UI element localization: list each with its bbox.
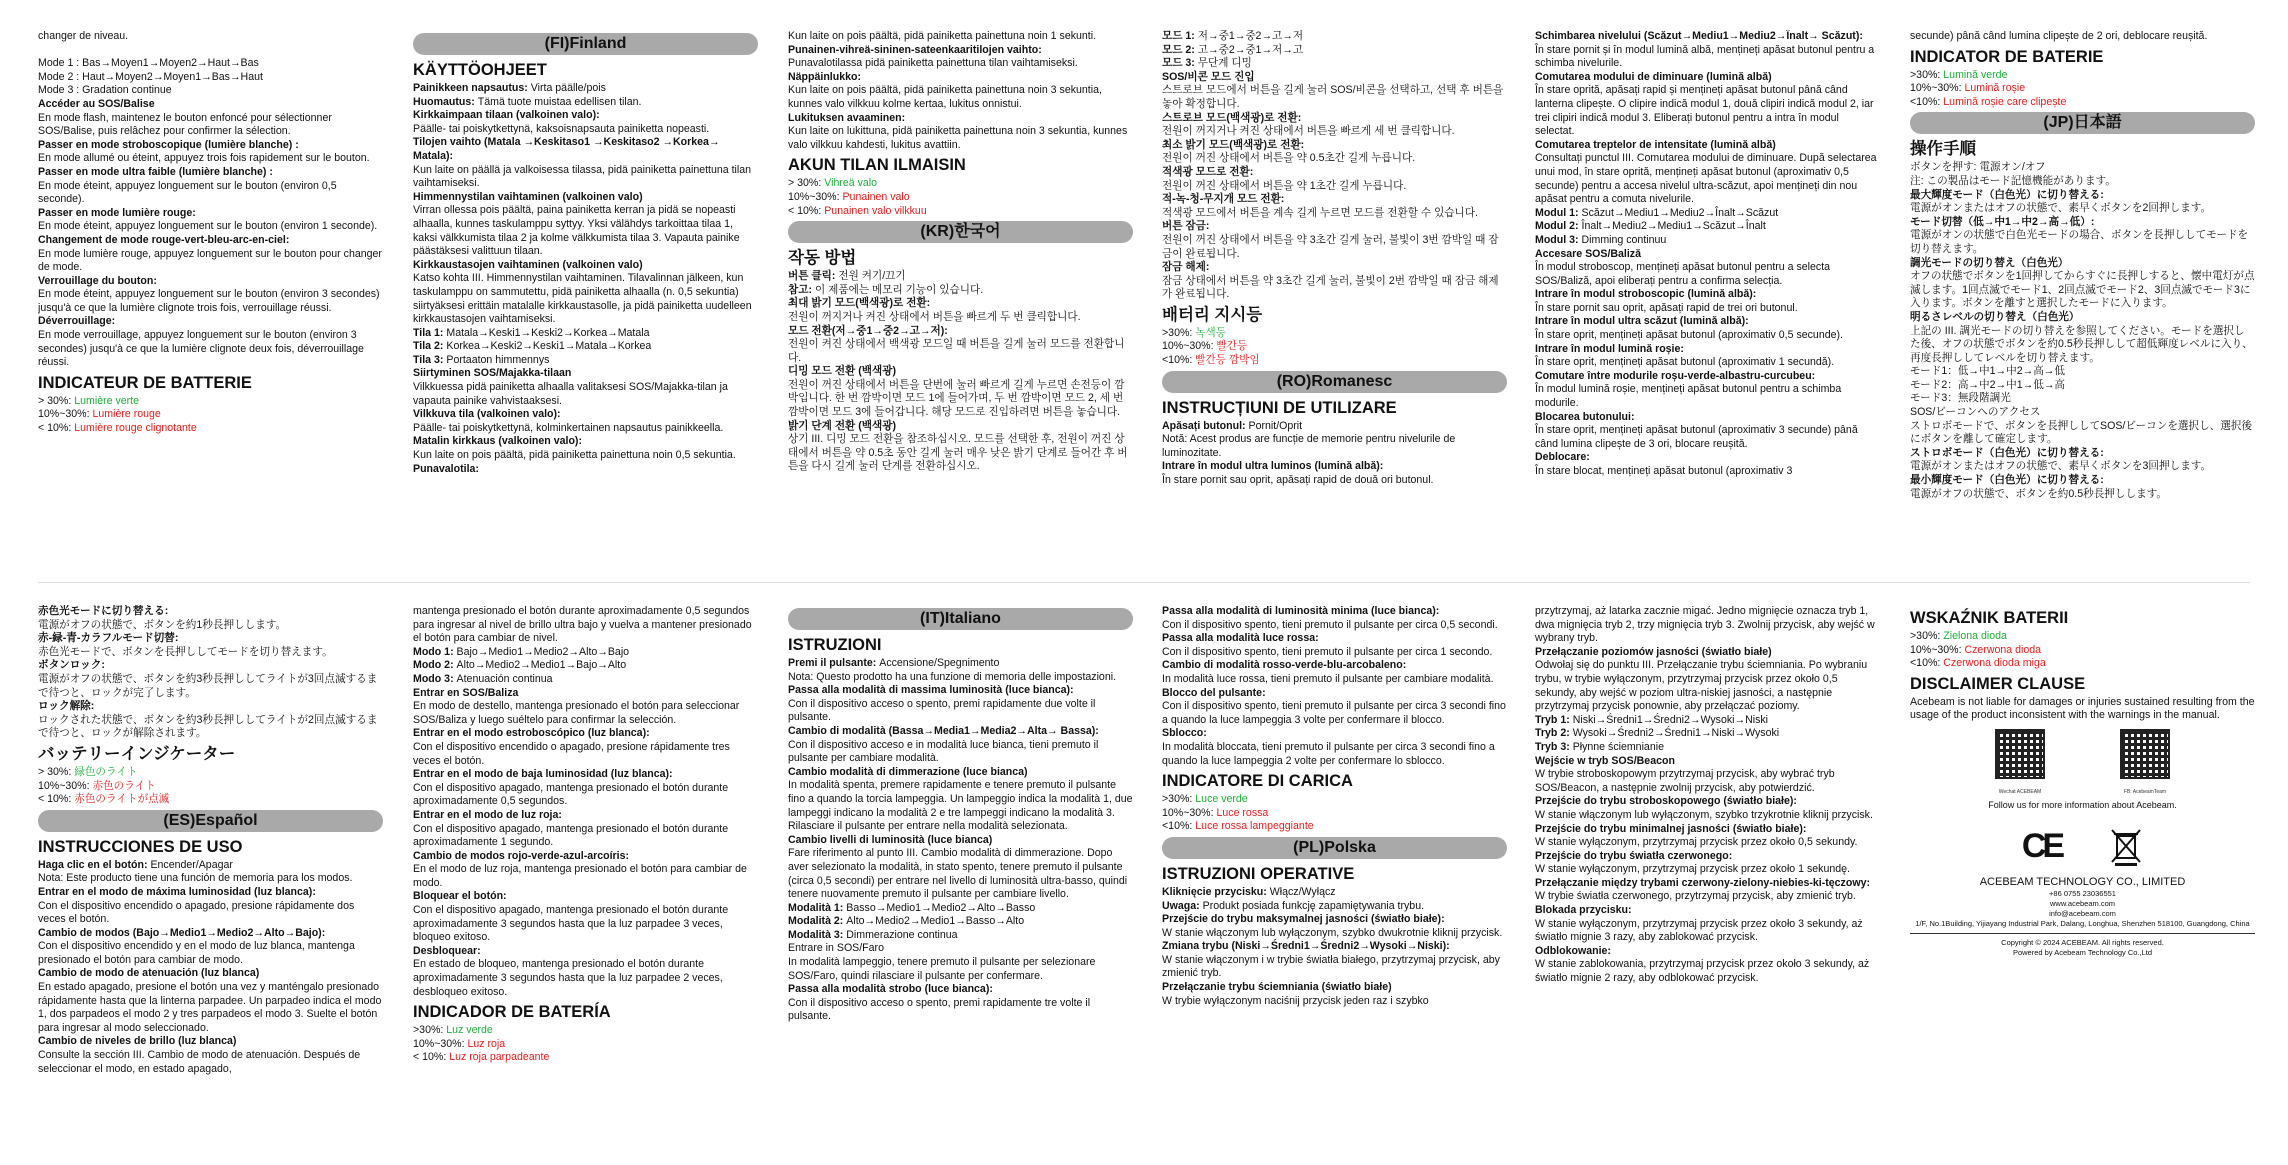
facebook-qr-code-icon — [2120, 729, 2170, 779]
section-heading: 배터리 지시등 — [1162, 305, 1263, 324]
column-5 — [1535, 30, 1880, 575]
instruction-label: 버튼 클릭: 전원 켜기/끄기 — [788, 270, 906, 283]
section-heading: 操作手順 — [1910, 140, 1976, 159]
instruction-text: En el modo de luz roja, mantenga presionado el botón para cambiar de modo. — [413, 863, 747, 889]
instruction-label: 調光モードの切り替え（白色光） — [1910, 256, 2069, 269]
instruction-label: Näppäinlukko: — [788, 70, 861, 83]
instruction-label: Cambio de niveles de brillo (luz blanca) — [38, 1035, 237, 1048]
instruction-text: În stare oprit, mențineți apăsat butonul (aproximativ 1 secundă). — [1535, 356, 1835, 369]
instruction-text — [38, 44, 383, 58]
instruction-text: W stanie wyłączonym, przytrzymaj przycisk przez około 1 sekundę. — [1535, 863, 1850, 876]
instruction-text: Con el dispositivo encendido y en el modo de luz blanca, mantenga presionado el botón para cambiar de modo. — [38, 940, 355, 966]
instruction-label: Passa alla modalità luce rossa: — [1162, 632, 1319, 645]
section-heading: バッテリーインジケーター — [38, 744, 236, 763]
instruction-label: Tryb 3: Płynne ściemnianie — [1535, 740, 1664, 753]
column-6 — [1910, 30, 2255, 575]
instruction-text: 상기 III. 디밍 모드 전환을 참조하십시오. 모드를 선택한 후, 전원이 꺼진 상태에서 버튼을 약 0.5초 동안 길게 눌러 매우 낮은 밝기 단계로 들어간 후 버튼을 다시 길게 눌러 단계를 전환하십시오. — [788, 433, 1128, 473]
section-heading: ISTRUZIONI — [788, 636, 882, 654]
battery-level-line: < 10%: Punainen valo vilkkuu — [788, 204, 927, 217]
instruction-text: changer de niveau. — [38, 30, 129, 42]
instruction-label: Changement de mode rouge-vert-bleu-arc-en-ciel: — [38, 233, 290, 246]
instruction-label: Deblocare: — [1535, 451, 1590, 464]
instruction-label: Blocarea butonului: — [1535, 410, 1635, 423]
wechat-qr-code-icon — [1995, 729, 2045, 779]
instruction-label: Odblokowanie: — [1535, 944, 1611, 957]
qr-row — [1910, 723, 2255, 799]
instruction-text: mantenga presionado el botón durante aproximadamente 0,5 segundos para ingresar al nivel de brillo ultra bajo y vuelva a mantener presionado el botón para cambiar de nivel. — [413, 605, 752, 645]
instruction-text: 電源がオフの状態で、ボタンを約3秒長押ししてライトが3回点滅するまで待つと、ロックが完了します。 — [38, 672, 378, 699]
company-email: info@acebeam.com — [2049, 908, 2116, 918]
instruction-label: Modul 3: Dimming continuu — [1535, 233, 1667, 246]
instruction-label: 赤-緑-青-カラフルモード切替: — [38, 632, 179, 645]
instruction-text: ロックされた状態で、ボタンを約3秒長押ししてライトが2回点滅するまで待つと、ロックが解除されます。 — [38, 713, 378, 740]
instruction-text: Con el dispositivo apagado, mantenga presionado el botón durante aproximadamente 0,5 segundos. — [413, 781, 729, 808]
battery-level-line: 10%~30%: 빨간등 — [1162, 340, 1248, 353]
column-12 — [1910, 605, 2255, 1155]
instruction-text: Con el dispositivo encendido o apagado, presione rápidamente dos veces el botón. — [38, 899, 355, 926]
instruction-label: Passer en mode ultra faible (lumière blanche) : — [38, 165, 273, 178]
instruction-label: Entrar en el modo de baja luminosidad (luz blanca): — [413, 768, 673, 781]
instruction-label: 최소 밝기 모드(백색광)로 전환: — [1162, 138, 1305, 151]
battery-level-line: < 10%: Lumière rouge clignotante — [38, 422, 197, 435]
instruction-text: Con el dispositivo apagado, mantenga presionado el botón durante aproximadamente 3 segundos hasta que la luz parpadee 3 veces, bloqueo exitoso. — [413, 904, 729, 944]
column-9 — [788, 605, 1133, 1155]
instruction-label: Modo 3: Atenuación continua — [413, 672, 553, 685]
instruction-label: Przełączanie poziomów jasności (światło białe) — [1535, 645, 1772, 658]
language-section-pill: (FI)Finland — [413, 33, 758, 55]
instruction-text: Katso kohta III. Himmennystilan vaihtaminen. Tilavalinnan jälkeen, kun taskulamppu on sammutettu, pidä painiketta alhaalla (n. 0,5 sekuntia) siirtyäksesi erittäin matalalle kirkkaustasolle, ja pidä painiketta uudelleen kirkkaustasojen vaihtamiseksi. — [413, 272, 752, 326]
instruction-label: SOS/비콘 모드 진입 — [1162, 70, 1255, 83]
instruction-label: ストロボモード（白色光）に切り替える: — [1910, 446, 2104, 459]
instruction-text: Mode 3 : Gradation continue — [38, 84, 172, 97]
section-heading: INSTRUCCIONES DE USO — [38, 837, 243, 856]
instruction-text: 적색광 모드에서 버튼을 계속 길게 누르면 모드를 전환할 수 있습니다. — [1162, 206, 1478, 219]
instruction-text: W stanie włączonym lub wyłączonym, szybko trzykrotnie kliknij przycisk. — [1535, 808, 1873, 821]
instruction-label: Lukituksen avaaminen: — [788, 111, 906, 124]
instruction-label: 최대 밝기 모드(백색광)로 전환: — [788, 297, 931, 310]
battery-level-line: 10%~30%: 赤色のライト — [38, 779, 156, 792]
instruction-label: 모드 전환(저→중1→중2→고→저): — [788, 324, 948, 337]
instruction-label: 적색광 모드로 전환: — [1162, 165, 1254, 178]
instruction-text: Notă: Acest produs are funcție de memorie pentru nivelurile de luminozitate. — [1162, 433, 1456, 459]
instruction-text: W stanie włączonym i w trybie światła białego, przytrzymaj przycisk, aby zmienić tryb. — [1162, 953, 1500, 980]
instruction-text: En mode éteint, appuyez longuement sur le bouton (environ 3 secondes) jusqu'à ce que la lumière clignote trois fois, verrouillage réussi. — [38, 288, 380, 314]
instruction-text: Kun laite on pois päältä, pidä painiketta painettuna noin 3 sekuntia, kunnes valo vilkkuu kolme kertaa, lukitus onnistui. — [788, 84, 1102, 110]
battery-level-line: >30%: 녹색등 — [1162, 326, 1226, 339]
top-row — [0, 30, 2288, 575]
section-heading: ISTRUZIONI OPERATIVE — [1162, 864, 1355, 883]
battery-level-line: >30%: Zielona dioda — [1910, 630, 2007, 642]
instruction-text: 전원이 꺼진 상태에서 버튼을 약 0.5초간 길게 누릅니다. — [1162, 152, 1416, 165]
instruction-text: Acebeam is not liable for damages or injuries sustained resulting from the usage of the product inconsistent with the warnings in the manual. — [1910, 695, 2255, 722]
instruction-text: 赤色光モードで、ボタンを長押ししてモードを切り替えます。 — [38, 645, 333, 658]
instruction-label: Kirkkaimpaan tilaan (valkoinen valo): — [413, 109, 600, 122]
instruction-text: Con il dispositivo spento, tieni premuto il pulsante per circa 1 secondo. — [1162, 645, 1493, 658]
instruction-text: SOS/ビーコンへのアクセス — [1910, 406, 2041, 419]
section-heading: KÄYTTÖOHJEET — [413, 61, 547, 79]
battery-level-line: > 30%: Lumière verte — [38, 394, 140, 407]
battery-level-line: 10%~30%: Luz roja — [413, 1037, 506, 1050]
instruction-label: 最大輝度モード（白色光）に切り替える: — [1910, 188, 2104, 201]
section-heading: 작동 방법 — [788, 249, 857, 268]
instruction-label: Cambio di modalità (Bassa→Media1→Media2→Alta→ Bassa): — [788, 724, 1099, 737]
column-10 — [1162, 605, 1507, 1155]
instruction-label: Tila 1: Matala→Keski1→Keski2→Korkea→Matala — [413, 326, 650, 339]
battery-level-line: <10%: Czerwona dioda miga — [1910, 657, 2046, 670]
column-3 — [788, 30, 1133, 575]
instruction-label: Huomautus: Tämä tuote muistaa edellisen tilan. — [413, 95, 642, 108]
section-heading: INDICATOR DE BATERIE — [1910, 47, 2104, 66]
battery-level-line: >30%: Luz verde — [413, 1024, 493, 1037]
instruction-text: 電源がオンまたはオフの状態で、素早くボタンを3回押します。 — [1910, 460, 2212, 473]
section-heading: DISCLAIMER CLAUSE — [1910, 674, 2086, 693]
instruction-text: Con il dispositivo spento, tieni premuto il pulsante per circa 0,5 secondi. — [1162, 618, 1498, 631]
instruction-label: Comutare între modurile roșu-verde-albastru-curcubeu: — [1535, 369, 1816, 382]
qr2-caption: FB: AcebeamTeam — [2123, 788, 2167, 795]
instruction-text: Punavalotilassa pidä painiketta painettuna tilan vaihtamiseksi. — [788, 57, 1078, 70]
instruction-text: Kun laite on pois päältä, pidä painiketta painettuna noin 0,5 sekuntia. — [413, 449, 736, 462]
instruction-label: Przejście do trybu światła czerwonego: — [1535, 849, 1733, 862]
instruction-text: 전원이 켜진 상태에서 백색광 모드일 때 버튼을 길게 눌러 모드를 전환합니다. — [788, 338, 1125, 364]
instruction-label: Himmennystilan vaihtaminen (valkoinen valo) — [413, 190, 643, 203]
instruction-label: Desbloquear: — [413, 944, 481, 957]
instruction-label: Intrare în modul ultra scăzut (lumină albă): — [1535, 315, 1749, 328]
instruction-text: モード3：無段階調光 — [1910, 392, 2011, 405]
instruction-text: En estado de bloqueo, mantenga presionado el botón durante aproximadamente 3 segundos hasta que la luz parpadee 2 veces, desbloqueo exitoso. — [413, 958, 723, 998]
instruction-text: In modalità bloccata, tieni premuto il pulsante per circa 3 secondi fino a quando la luce lampeggia 2 volte per confermare lo sblocco. — [1162, 740, 1495, 767]
instruction-text: 電源がオンの状態で白色光モードの場合、ボタンを長押ししてモードを切り替えます。 — [1910, 229, 2249, 255]
instruction-label: Apăsați butonul: Pornit/Oprit — [1162, 419, 1303, 432]
instruction-label: Zmiana trybu (Niski→Średni1→Średni2→Wysoki→Niski): — [1162, 940, 1450, 953]
qr1-caption: Wechat ACEBEAM — [1998, 788, 2042, 795]
instruction-label: Modo 1: Bajo→Medio1→Medio2→Alto→Bajo — [413, 645, 630, 658]
language-section-pill: (PL)Polska — [1162, 837, 1507, 859]
instruction-label: Intrare în modul lumină roșie: — [1535, 342, 1684, 355]
instruction-text: モード2：高→中2→中1→低→高 — [1910, 378, 2065, 391]
instruction-text: În stare pornit sau oprit, apăsați rapid de trei ori butonul. — [1535, 301, 1798, 314]
instruction-label: Accéder au SOS/Balise — [38, 97, 155, 110]
instruction-text: Vilkkuessa pidä painiketta alhaalla valitaksesi SOS/Majakka-tilan ja vapauta painike vahvistaaksesi. — [413, 381, 728, 407]
instruction-text: În stare oprit, mențineți apăsat butonul (aproximativ 3 secunde) până când lumina clipește de 3 ori, blocare reușită. — [1535, 424, 1858, 450]
instruction-label: Entrar en el modo de luz roja: — [413, 808, 562, 821]
instruction-label: 最小輝度モード（白色光）に切り替える: — [1910, 474, 2104, 487]
column-8 — [413, 605, 758, 1155]
instruction-text: În stare oprită, apăsați rapid și mențineți apăsat butonul până când lanterna clipește. O clipire indică modul 1, două clipiri indică modul 2, iar trei clipiri indică modul 3. Eliberați butonul pentru a intra în modul selectat. — [1535, 84, 1874, 138]
section-heading: INDICATEUR DE BATTERIE — [38, 373, 252, 392]
instruction-text: 전원이 꺼진 상태에서 버튼을 단번에 눌러 빠르게 길게 누르면 손전등이 깜박입니다. 한 번 깜박이면 모드 1에 들어가며, 두 번 깜박이면 모드 2, 세 번 깜박이면 모드 3에 들어갑니다. 해당 모드로 진입하려면 버튼을 놓습니다. — [788, 378, 1125, 419]
follow-text: Follow us for more information about Acebeam. — [1988, 800, 2177, 811]
instruction-label: Matalin kirkkaus (valkoinen valo): — [413, 435, 582, 448]
instruction-text: ボタンを押す: 電源オン/オフ — [1910, 161, 2046, 174]
instruction-label: 모드 3: 무단계 디밍 — [1162, 57, 1252, 70]
instruction-label: Intrare în modul ultra luminos (lumină albă): — [1162, 460, 1384, 473]
instruction-label: Entrar en el modo estroboscópico (luz blanca): — [413, 727, 650, 740]
instruction-text: In modalità luce rossa, tieni premuto il pulsante per cambiare modalità. — [1162, 672, 1494, 685]
instruction-text: Mode 1 : Bas→Moyen1→Moyen2→Haut→Bas — [38, 57, 259, 70]
instruction-label: Modalità 3: Dimmerazione continua — [788, 928, 958, 941]
instruction-label: Kliknięcie przycisku: Włącz/Wyłącz — [1162, 885, 1336, 898]
footer-rule — [1910, 933, 2255, 934]
instruction-text: ストロボモードで、ボタンを長押ししてSOS/ビーコンを選択し、選択後にボタンを離して確定します。 — [1910, 419, 2253, 446]
instruction-label: Modalità 2: Alto→Medio2→Medio1→Basso→Alto — [788, 915, 1025, 928]
instruction-label: 모드 2: 고→중2→중1→저→고 — [1162, 43, 1304, 56]
instruction-label: 明るさレベルの切り替え（白色光） — [1910, 310, 2080, 323]
instruction-label: Entrar en SOS/Baliza — [413, 686, 519, 699]
instruction-text: Kun laite on päällä ja valkoisessa tilassa, pidä painiketta painettuna tilan vaihtamiseksi. — [413, 163, 752, 190]
instruction-text: Con il dispositivo spento, tieni premuto il pulsante per circa 3 secondi fino a quando la luce lampeggia 3 volte per confermare il blocco. — [1162, 700, 1506, 726]
instruction-text: Consulte la sección III. Cambio de modo de atenuación. Después de seleccionar el modo, en estado apagado, — [38, 1049, 361, 1075]
section-heading: INDICADOR DE BATERÍA — [413, 1003, 611, 1022]
section-heading: AKUN TILAN ILMAISIN — [788, 156, 966, 175]
instruction-label: Przejście do trybu maksymalnej jasności (światło białe): — [1162, 913, 1445, 926]
instruction-label: Cambio modalità di dimmerazione (luce bianca) — [788, 765, 1028, 778]
battery-level-line: <10%: Lumină roșie care clipește — [1910, 95, 2067, 108]
language-section-pill: (RO)Romanesc — [1162, 371, 1507, 393]
instruction-text: In modalità spenta, premere rapidamente e tenere premuto il pulsante fino a quando la torcia lampeggia. Un lampeggio indica la modalità 1, due lampeggi indicano la modalità 2 e tre lampeggi indicano la modalità 3. Rilasciare il pulsante per entrare nella modalità selezionata. — [788, 779, 1133, 833]
instruction-label: Wejście w tryb SOS/Beacon — [1535, 754, 1675, 767]
column-2 — [413, 30, 758, 575]
battery-level-line: 10%~30%: Czerwona dioda — [1910, 643, 2042, 656]
instruction-label: Verrouillage du bouton: — [38, 274, 157, 287]
battery-level-line: > 30%: Vihreä valo — [788, 177, 878, 190]
instruction-text: În stare oprit, mențineți apăsat butonul (aproximativ 0,5 secunde). — [1535, 329, 1843, 342]
instruction-text: 上記の III. 調光モードの切り替えを参照してください。モードを選択した後、オフの状態でボタンを約0.5秒長押しして超低輝度レベルに入り、再度長押ししてレベルを切り替えます。 — [1910, 324, 2253, 364]
instruction-label: Cambio de modos (Bajo→Medio1→Medio2→Alto→Bajo): — [38, 926, 326, 939]
battery-level-line: 10%~30%: Lumière rouge — [38, 408, 161, 421]
instruction-label: Modo 2: Alto→Medio2→Medio1→Bajo→Alto — [413, 659, 627, 672]
instruction-text: W trybie stroboskopowym przytrzymaj przycisk, aby wybrać tryb SOS/Beacon, a następnie zwolnij przycisk, aby potwierdzić. — [1535, 768, 1835, 794]
battery-level-line: >30%: Lumină verde — [1910, 68, 2008, 81]
instruction-text: 注: この製品はモード記憶機能があります。 — [1910, 174, 2116, 187]
company-website: www.acebeam.com — [2049, 898, 2116, 908]
instruction-text: 스트로브 모드에서 버튼을 길게 눌러 SOS/비콘을 선택하고, 선택 후 버튼을 놓아 확정합니다. — [1162, 84, 1504, 110]
instruction-label: 모드 1: 저→중1→중2→고→저 — [1162, 30, 1304, 42]
instruction-text: Consultați punctul III. Comutarea modului de diminuare. După selectarea unui mod, în stare oprită, mențineți apăsat butonul (aproximativ 0,5 secunde) pentru a accesa nivelul ultra-scăzut, apoi mențineți din nou apăsat pentru a comuta nivelurile. — [1535, 152, 1877, 206]
company-name: ACEBEAM TECHNOLOGY CO., LIMITED — [1979, 875, 2186, 888]
instruction-text: Nota: Este producto tiene una función de memoria para los modos. — [38, 872, 353, 885]
bottom-row — [0, 605, 2288, 1155]
instruction-label: Schimbarea nivelului (Scăzut→Mediu1→Mediu2→Înalt→ Scăzut): — [1535, 30, 1863, 42]
instruction-text: 전원이 꺼진 상태에서 버튼을 약 1초간 길게 누릅니다. — [1162, 179, 1407, 192]
language-section-pill: (KR)한국어 — [788, 221, 1133, 243]
instruction-label: 잠금 해제: — [1162, 261, 1210, 274]
instruction-label: Kirkkaustasojen vaihtaminen (valkoinen valo) — [413, 258, 643, 271]
instruction-text: En mode verrouillage, appuyez longuement sur le bouton (environ 3 secondes) jusqu'à ce que la lumière clignote deux fois, déverrouillage réussi. — [38, 329, 364, 369]
powered-by: Powered by Acebeam Technology Co.,Ltd — [2012, 947, 2153, 957]
section-heading: INDICATORE DI CARICA — [1162, 772, 1353, 791]
instruction-label: Entrar en el modo de máxima luminosidad (luz blanca): — [38, 885, 316, 898]
section-heading: WSKAŹNIK BATERII — [1910, 609, 2069, 627]
instruction-text: secunde) până când lumina clipește de 2 ori, deblocare reușită. — [1910, 30, 2208, 42]
instruction-text: W stanie wyłączonym, przytrzymaj przycisk przez około 0,5 sekundy. — [1535, 836, 1858, 849]
instruction-label: Cambio de modo de atenuación (luz blanca) — [38, 967, 260, 980]
instruction-label: Uwaga: Produkt posiada funkcję zapamiętywania trybu. — [1162, 899, 1425, 912]
instruction-label: Tryb 1: Niski→Średni1→Średni2→Wysoki→Niski — [1535, 713, 1769, 726]
instruction-text: În modul stroboscop, mențineți apăsat butonul pentru a selecta SOS/Baliză, apoi eliberați pentru a confirma selecția. — [1535, 261, 1831, 287]
instruction-label: Modul 2: Înalt→Mediu2→Mediu1→Scăzut→Înalt — [1535, 220, 1766, 233]
instruction-label: Modalità 1: Basso→Medio1→Medio2→Alto→Basso — [788, 901, 1036, 914]
company-address: 1/F, No.1Building, Yijiayang Industrial Park, Dalang, Longhua, Shenzhen 518100, Guangdong, China — [1915, 918, 2250, 928]
battery-level-line: > 30%: 緑色のライト — [38, 765, 138, 778]
battery-level-line: 10%~30%: Luce rossa — [1162, 806, 1269, 819]
instruction-label: Przełączanie trybu ściemniania (światło białe) — [1162, 981, 1392, 994]
instruction-text: 電源がオフの状態で、ボタンを約1秒長押しします。 — [38, 618, 287, 631]
certification-marks — [1910, 827, 2255, 867]
battery-level-line: 10%~30%: Punainen valo — [788, 190, 910, 203]
company-phone: +86 0755 23036551 — [2049, 888, 2116, 898]
instruction-label: Passer en mode lumière rouge: — [38, 206, 196, 219]
instruction-label: ボタンロック: — [38, 659, 105, 672]
instruction-label: Passa alla modalità strobo (luce bianca): — [788, 983, 993, 996]
instruction-text: Nota: Questo prodotto ha una funzione di memoria delle impostazioni. — [788, 670, 1117, 683]
instruction-text: Päälle- tai poiskytkettynä, kolminkertainen napsautus painikkeella. — [413, 421, 724, 434]
instruction-text: 電源がオンまたはオフの状態で、素早くボタンを2回押します。 — [1910, 202, 2212, 215]
instruction-text: 잠금 상태에서 버튼을 약 3초간 길게 눌러, 불빛이 2번 깜박일 때 잠금 해제가 완료됩니다. — [1162, 274, 1499, 301]
instruction-label: Comutarea treptelor de intensitate (lumină albă) — [1535, 138, 1776, 151]
instruction-label: Passa alla modalità di luminosità minima (luce bianca): — [1162, 605, 1440, 617]
instruction-text: Odwołaj się do punktu III. Przełączanie trybu ściemniania. Po wybraniu trybu, w trybie wyłączonym, przytrzymaj przycisk przez około 0,5 sekundy, aby wejść w poziom ultra-niskiej jasności, a następnie przytrzymaj przycisk ponownie, aby przełączać poziomy. — [1535, 659, 1868, 713]
battery-level-line: >30%: Luce verde — [1162, 793, 1248, 806]
instruction-text: În modul lumină roșie, mențineți apăsat butonul pentru a schimba modurile. — [1535, 383, 1842, 410]
instruction-label: Przejście do trybu minimalnej jasności (światło białe): — [1535, 822, 1807, 835]
instruction-label: Tilojen vaihto (Matala →Keskitaso1 →Keskitaso2 →Korkea→ Matala): — [413, 136, 720, 162]
instruction-text: Virran ollessa pois päältä, paina painiketta kerran ja pidä se nopeasti alhaalla, kunnes taskulamppu syttyy. Yksi välähdys tarkoittaa tilaa 1, kaksi välkkumista tilaa 2 ja kolme välkkumista tilaa 3. Vapauta painike päästäksesi valittuun tilaan. — [413, 204, 740, 258]
instruction-text: Con el dispositivo encendido o apagado, presione rápidamente tres veces el botón. — [413, 740, 730, 767]
instruction-label: Punavalotila: — [413, 462, 479, 475]
language-section-pill: (JP)日本語 — [1910, 112, 2255, 134]
instruction-label: 버튼 잠금: — [1162, 220, 1210, 233]
instruction-label: Punainen-vihreä-sininen-sateenkaaritilojen vaihto: — [788, 43, 1042, 56]
instruction-label: 디밍 모드 전환 (백색광) — [788, 365, 896, 378]
instruction-label: Cambio livelli di luminosità (luce bianca) — [788, 833, 993, 846]
language-section-pill: (IT)Italiano — [788, 608, 1133, 630]
instruction-text: オフの状態でボタンを1回押してからすぐに長押しすると、懐中電灯が点滅します。1回点滅でモード1、2回点滅でモード2、3回点滅でモード3に入ります。ボタンを離すと選択したモードに入ります。 — [1910, 270, 2255, 310]
column-12-text — [1910, 608, 2255, 723]
column-7 — [38, 605, 383, 1155]
instruction-text: 電源がオフの状態で、ボタンを約0.5秒長押しします。 — [1910, 487, 2168, 500]
instruction-label: モード切替（低→中1→中2→高→低）: — [1910, 215, 2095, 228]
instruction-text: En mode flash, maintenez le bouton enfoncé pour sélectionner SOS/Balise, puis relâchez pour confirmer la sélection. — [38, 111, 332, 138]
instruction-label: Painikkeen napsautus: Virta päälle/pois — [413, 82, 606, 94]
instruction-label: Comutarea modului de diminuare (lumină albă) — [1535, 70, 1772, 83]
column-4 — [1162, 30, 1507, 575]
ce-mark-icon: CE — [2021, 826, 2062, 865]
instruction-text: Con el dispositivo apagado, mantenga presionado el botón durante aproximadamente 1 segundo. — [413, 822, 729, 849]
instruction-text: W stanie zablokowania, przytrzymaj przycisk przez około 3 sekundy, aż światło mignie 2 razy, aby odblokować przycisk. — [1535, 958, 1870, 985]
column-1 — [38, 30, 383, 575]
instruction-label: ロック解除: — [38, 700, 95, 713]
instruction-label: 밝기 단계 전환 (백색광) — [788, 419, 896, 432]
instruction-text: Con il dispositivo acceso o spento, premi rapidamente tre volte il pulsante. — [788, 996, 1091, 1023]
section-heading: INSTRUCȚIUNI DE UTILIZARE — [1162, 398, 1397, 417]
instruction-label: Passer en mode stroboscopique (lumière blanche) : — [38, 138, 299, 151]
instruction-text: W trybie światła czerwonego, przytrzymaj przycisk, aby zmienić tryb. — [1535, 890, 1856, 903]
instruction-label: Haga clic en el botón: Encender/Apagar — [38, 858, 233, 871]
instruction-text: Päälle- tai poiskytkettynä, kaksoisnapsauta painiketta nopeasti. — [413, 122, 710, 135]
instruction-label: Tryb 2: Wysoki→Średni2→Średni1→Niski→Wysoki — [1535, 727, 1780, 740]
instruction-label: Premi il pulsante: Accensione/Spegnimento — [788, 657, 1000, 669]
instruction-text: W stanie wyłączonym, przytrzymaj przycisk przez około 3 sekundy, aż światło mignie 3 razy, aby zablokować przycisk. — [1535, 917, 1863, 944]
fold-line — [38, 582, 2250, 583]
instruction-text: Con il dispositivo acceso e in modalità luce bianca, tieni premuto il pulsante per cambiare modalità. — [788, 738, 1099, 765]
instruction-text: En modo de destello, mantenga presionado el botón para seleccionar SOS/Baliza y luego suéltelo para confirmar la selección. — [413, 700, 740, 726]
battery-level-line: <10%: 빨간등 깜박임 — [1162, 354, 1260, 367]
instruction-label: Blocco del pulsante: — [1162, 686, 1266, 699]
instruction-label: Sblocco: — [1162, 727, 1207, 740]
battery-level-line: <10%: Luce rossa lampeggiante — [1162, 820, 1314, 833]
instruction-label: Intrare în modul stroboscopic (lumină albă): — [1535, 288, 1757, 301]
instruction-text: En estado apagado, presione el botón una vez y manténgalo presionado rápidamente hasta que la linterna parpadee. Un parpadeo indica el modo 1, dos parpadeos el modo 2 y tres parpadeos el modo 3. Suelte el botón para ingresar al modo seleccionado. — [38, 981, 382, 1034]
instruction-label: Przejście do trybu stroboskopowego (światło białe): — [1535, 795, 1797, 808]
instruction-label: Tila 3: Portaaton himmennys — [413, 353, 550, 366]
instruction-label: Tila 2: Korkea→Keski2→Keski1→Matala→Korkea — [413, 340, 652, 353]
instruction-text: Entrare in SOS/Faro — [788, 942, 884, 955]
instruction-label: Accesare SOS/Baliză — [1535, 247, 1641, 260]
battery-level-line: < 10%: Luz roja parpadeante — [413, 1051, 550, 1064]
instruction-text: 전원이 꺼지거나 켜진 상태에서 버튼을 빠르게 세 번 클릭합니다. — [1162, 125, 1455, 138]
column-11 — [1535, 605, 1880, 1155]
instruction-label: 적-녹-청-무지개 모드 전환: — [1162, 193, 1285, 206]
instruction-text: En mode éteint, appuyez longuement sur le bouton (environ 1 seconde). — [38, 220, 378, 233]
instruction-text: 전원이 꺼진 상태에서 버튼을 약 3초간 길게 눌러, 불빛이 3번 깜박일 때 잠금이 완료됩니다. — [1162, 233, 1499, 260]
instruction-text: În stare blocat, mențineți apăsat butonul (aproximativ 3 — [1535, 465, 1793, 477]
instruction-label: Bloquear el botón: — [413, 890, 507, 903]
battery-level-line: < 10%: 赤色のライトが点滅 — [38, 793, 170, 806]
instruction-label: Passa alla modalità di massima luminosità (luce bianca): — [788, 684, 1074, 697]
instruction-text: Mode 2 : Haut→Moyen2→Moyen1→Bas→Haut — [38, 70, 263, 83]
instruction-text: Fare riferimento al punto III. Cambio modalità di dimmerazione. Dopo aver selezionato la modalità, in stato spento, tenere premuto il pulsante (circa 0,5 secondi) per entrare nel livello di luminosità ultra-basso, quindi tenere nuovamente premuto il pulsante per cambiare livello. — [788, 847, 1128, 901]
instruction-text: En mode allumé ou éteint, appuyez trois fois rapidement sur le bouton. — [38, 152, 370, 165]
instruction-text: Kun laite on lukittuna, pidä painiketta painettuna noin 3 sekuntia, kunnes valo vilkkuu kahdesti, lukitus avattiin. — [788, 125, 1128, 151]
instruction-text: W stanie włączonym lub wyłączonym, szybko dwukrotnie kliknij przycisk. — [1162, 926, 1503, 939]
instruction-label: Blokada przycisku: — [1535, 904, 1632, 917]
instruction-label: Modul 1: Scăzut→Mediu1→Mediu2→Înalt→Scăzut — [1535, 206, 1779, 219]
instruction-text: En mode lumière rouge, appuyez longuement sur le bouton pour changer de mode. — [38, 247, 382, 274]
instruction-label: Przełączanie między trybami czerwony-zielony-niebies-ki-tęczowy: — [1535, 876, 1870, 889]
battery-level-line: 10%~30%: Lumină roșie — [1910, 82, 2026, 95]
instruction-text: Kun laite on pois päältä, pidä painiketta painettuna noin 1 sekunti. — [788, 30, 1097, 42]
language-section-pill: (ES)Español — [38, 810, 383, 832]
instruction-text: En mode éteint, appuyez longuement sur le bouton (environ 0,5 seconde). — [38, 179, 337, 206]
instruction-text: În stare pornit și în modul lumină albă, mențineți apăsat butonul pentru a schimba nivelurile. — [1535, 43, 1875, 70]
instruction-label: Déverrouillage: — [38, 315, 116, 328]
instruction-label: Cambio de modos rojo-verde-azul-arcoíris: — [413, 849, 630, 862]
instruction-label: 赤色光モードに切り替える: — [38, 605, 169, 617]
instruction-text: モード1：低→中1→中2→高→低 — [1910, 365, 2065, 378]
instruction-text: Con il dispositivo acceso o spento, premi rapidamente due volte il pulsante. — [788, 697, 1096, 724]
instruction-label: 스트로브 모드(백색광)로 전환: — [1162, 111, 1302, 124]
instruction-text: In modalità lampeggio, tenere premuto il pulsante per selezionare SOS/Faro, quindi rilasciare il pulsante per confermare. — [788, 956, 1096, 982]
copyright: Copyright © 2024 ACEBEAM. All rights reserved. — [2001, 937, 2164, 947]
instruction-text: przytrzymaj, aż latarka zacznie migać. Jedno mignięcie oznacza tryb 1, dwa mignięcia tryb 2, trzy mignięcia tryb 3. Zwolnij przycisk, aby wejść w wybrany tryb. — [1535, 605, 1875, 645]
instruction-label: Siirtyminen SOS/Majakka-tilaan — [413, 367, 572, 380]
instruction-text: În stare pornit sau oprit, apăsați rapid de două ori butonul. — [1162, 474, 1434, 487]
weee-bin-icon — [2109, 827, 2143, 867]
instruction-label: 참고: 이 제품에는 메모리 기능이 있습니다. — [788, 283, 984, 296]
instruction-text: W trybie wyłączonym naciśnij przycisk jeden raz i szybko — [1162, 994, 1429, 1007]
instruction-label: Cambio di modalità rosso-verde-blu-arcobaleno: — [1162, 659, 1407, 672]
instruction-text: 전원이 꺼지거나 켜진 상태에서 버튼을 빠르게 두 번 클릭합니다. — [788, 310, 1081, 323]
instruction-label: Vilkkuva tila (valkoinen valo): — [413, 408, 561, 421]
